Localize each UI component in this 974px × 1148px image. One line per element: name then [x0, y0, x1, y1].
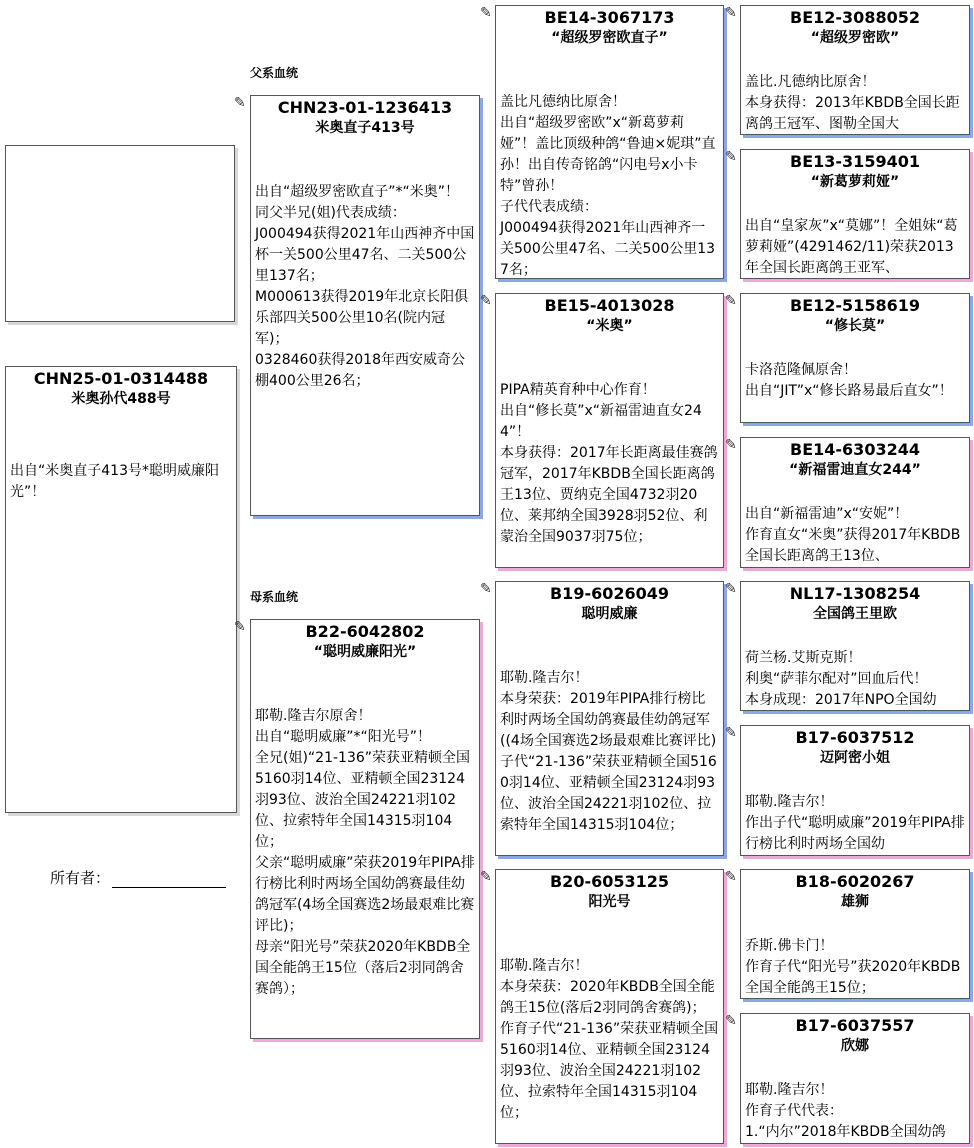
sire-pointer-icon: ✎ [234, 95, 246, 111]
ddd-pointer-icon: ✎ [725, 1013, 737, 1029]
ssd-pointer-icon: ✎ [725, 149, 737, 165]
sire-dam-description: PIPA精英育种中心作育！ 出自“修长莫”x“新福雷迪直女244”！ 本身获得：2017年长距离最佳赛鸽冠军，2017年KBDB全国长距离鸽王13位、贾纳克全国4732羽20位、莱邦纳全国3928羽52位、利蒙治全国9037羽75位； [500, 382, 718, 545]
dsd-ring-number: B17-6037512 [795, 728, 915, 747]
sire-sire-description: 盖比凡德纳比原舍！ 出自“超级罗密欧”x“新葛萝莉娅”！盖比顶级种鸽“鲁迪×妮琪”直孙！出自传奇铭鸽“闪电号x小卡特”曾孙！ 子代代表成绩： J000494获得2021年山西神齐一关500公里47名、二关500公里137名； [500, 94, 716, 278]
dam-pointer-icon: ✎ [234, 619, 246, 635]
dss-card[interactable] [740, 581, 970, 711]
dds-name: 雄狮 [841, 894, 869, 910]
sss-ring-number: BE12-3088052 [790, 8, 920, 27]
sss-name: “超级罗密欧” [810, 30, 900, 46]
sss-card[interactable] [740, 5, 970, 135]
sds-pointer-icon: ✎ [725, 293, 737, 309]
dam-description: 耶勒.隆吉尔原舍！ 出自“聪明威廉”*“阳光号”！ 全兄(姐)“21-136”荣获亚精顿全国5160羽14位、亚精顿全国23124羽93位、波治全国24221羽102位、拉索特年全国14315羽104位； 父亲“聪明威廉”荣获2019年PIPA排行榜比利时两场全国幼鸽赛最佳幼鸽冠军(4场全国赛选2场最艰难比赛评比)； 母亲“阳光号”荣获2020年KBDB全国全能鸽王15位（落后2羽同鸽舍赛鸽）； [255, 708, 475, 997]
sire-name: 米奥直子413号 [315, 120, 415, 136]
dss-pointer-icon: ✎ [725, 581, 737, 597]
dsd-pointer-icon: ✎ [725, 725, 737, 741]
sss-description: 盖比.凡德纳比原舍！ 本身获得：2013年KBDB全国长距离鸽王冠军、图勒全国大 [745, 74, 960, 132]
sds-ring-number: BE12-5158619 [790, 296, 920, 315]
dam-dam-description: 耶勒.隆吉尔！ 本身荣获：2020年KBDB全国全能鸽王15位(落后2羽同鸽舍赛鸽)； 作育子代“21-136”荣获亚精顿全国5160羽14位、亚精顿全国23124羽93位、波治全国24221羽102位、拉索特年全国14315羽104位； [500, 958, 719, 1121]
sds-description: 卡洛范隆佩原舍！ 出自“JIT”x“修长路易最后直女”！ [745, 362, 953, 399]
subject-ring-number: CHN25-01-0314488 [33, 369, 209, 388]
dss-description: 荷兰杨.艾斯克斯！ 利奥“萨菲尔配对”回血后代！ 本身成现：2017年NPO全国幼 [745, 650, 937, 708]
dam-ring-number: B22-6042802 [305, 622, 425, 641]
dsd-description: 耶勒.隆吉尔！ 作出子代“聪明威廉”2019年PIPA排行榜比利时两场全国幼 [745, 794, 965, 852]
dds-card[interactable] [740, 869, 970, 999]
ddd-name: 欣娜 [841, 1038, 869, 1054]
dam-dam-name: 阳光号 [588, 894, 631, 910]
dam-card[interactable] [250, 619, 480, 1039]
dds-description: 乔斯.佛卡门！ 作育子代“阳光号”获2020年KBDB全国全能鸽王15位； [745, 938, 961, 996]
sdd-pointer-icon: ✎ [725, 437, 737, 453]
dsd-name: 迈阿密小姐 [820, 750, 890, 766]
dam-sire-card[interactable] [495, 581, 724, 856]
sdd-card[interactable] [740, 437, 970, 568]
dds-pointer-icon: ✎ [725, 869, 737, 885]
sire-sire-ring-number: BE14-3067173 [544, 8, 675, 27]
sd-pointer-icon: ✎ [480, 293, 492, 309]
dds-ring-number: B18-6020267 [795, 872, 915, 891]
owner-signature-line[interactable] [112, 873, 226, 888]
ssd-name: “新葛萝莉娅” [810, 174, 900, 190]
subject-card[interactable] [5, 366, 237, 813]
dam-dam-card[interactable] [495, 869, 724, 1144]
sire-card[interactable] [250, 95, 480, 516]
sire-dam-name: “米奥” [586, 318, 633, 334]
sire-ring-number: CHN23-01-1236413 [277, 98, 453, 117]
sire-sire-card[interactable] [495, 5, 724, 279]
sire-description: 出自“超级罗密欧直子”*“米奥”！ 同父半兄(姐)代表成绩： J000494获得2021年山西神齐中国杯一关500公里47名、二关500公里137名； M000613获得2019年北京长阳俱乐部四关500公里10名(院内冠军)； 0328460获得2018年西安威奇公棚400公里26名； [255, 184, 475, 389]
ds-pointer-icon: ✎ [480, 581, 492, 597]
ddd-card[interactable] [740, 1013, 970, 1144]
dam-sire-description: 耶勒.隆吉尔！ 本身荣获：2019年PIPA排行榜比利时两场全国幼鸽赛最佳幼鸽冠军((4场全国赛选2场最艰难比赛评比) 子代“21-136”荣获亚精顿全国5160羽14位、亚精顿全国23124羽93位、波治全国24221羽102位、拉索特年全国14315羽104位； [500, 670, 717, 833]
sire-line-label: 父系血统 [250, 66, 299, 80]
dam-line-label: 母系血统 [250, 590, 299, 604]
ssd-description: 出自“皇家灰”x“莫娜”！全姐妹“葛萝莉娅”(4291462/11)荣获2013年全国长距离鸽王亚军、 [745, 218, 958, 276]
sdd-ring-number: BE14-6303244 [790, 440, 920, 459]
subject-name: 米奥孙代488号 [71, 391, 171, 407]
sire-dam-ring-number: BE15-4013028 [544, 296, 675, 315]
owner-field[interactable] [50, 867, 226, 888]
sire-dam-card[interactable] [495, 293, 724, 568]
ddd-ring-number: B17-6037557 [795, 1016, 915, 1035]
dam-sire-ring-number: B19-6026049 [549, 584, 670, 603]
bird-photo-frame [5, 145, 235, 322]
sds-name: “修长莫” [824, 318, 886, 334]
dam-name: “聪明威廉阳光” [313, 644, 417, 660]
dss-ring-number: NL17-1308254 [789, 584, 921, 603]
ss-pointer-icon: ✎ [480, 5, 492, 21]
sire-sire-name: “超级罗密欧直子” [551, 30, 668, 46]
dam-dam-ring-number: B20-6053125 [549, 872, 670, 891]
dam-sire-name: 聪明威廉 [581, 606, 638, 622]
sss-pointer-icon: ✎ [725, 5, 737, 21]
ssd-card[interactable] [740, 149, 970, 279]
sdd-description: 出自“新福雷迪”x“安妮”！ 作育直女“米奥”获得2017年KBDB全国长距离鸽王13位、 [745, 506, 961, 564]
dss-name: 全国鸽王里欧 [813, 606, 897, 622]
ssd-ring-number: BE13-3159401 [790, 152, 920, 171]
subject-description: 出自“米奥直子413号*聪明威廉阳光”！ [10, 463, 219, 500]
dd-pointer-icon: ✎ [480, 869, 492, 885]
dsd-card[interactable] [740, 725, 970, 856]
sds-card[interactable] [740, 293, 970, 423]
sdd-name: “新福雷迪直女244” [789, 462, 921, 478]
ddd-description: 耶勒.隆吉尔！ 作育子代代表： 1.“内尔”2018年KBDB全国幼鸽 [745, 1082, 946, 1140]
owner-label: 所有者： [50, 869, 111, 887]
